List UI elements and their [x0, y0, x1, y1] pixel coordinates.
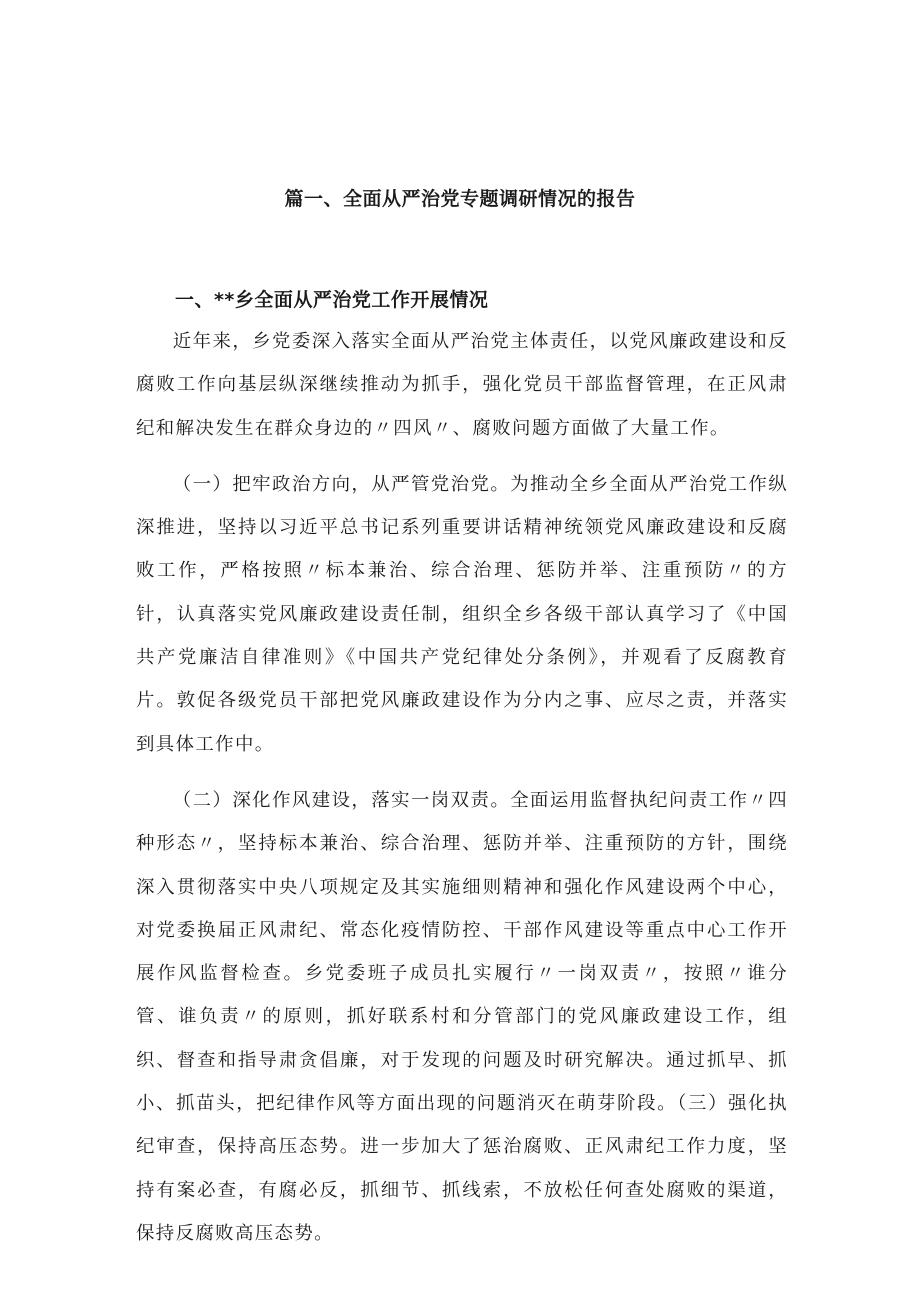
- paragraph-political-direction: （一）把牢政治方向，从严管党治党。为推动全乡全面从严治党工作纵深推进，坚持以习近平总书记系列重要讲话精神统领党风廉政建设和反腐败工作，严格按照〃标本兼治、综合治理、惩防并举、注重预防〃的方针，认真落实党风廉政建设责任制，组织全乡各级干部认真学习了《中国共产党廉洁自律准则》《中国共产党纪律处分条例》，并观看了反腐教育片。敦促各级党员干部把党风廉政建设作为分内之事、应尽之责，并落实到具体工作中。: [136, 473, 788, 755]
- document-body: [136, 320, 788, 1255]
- paragraph-intro: 近年来，乡党委深入落实全面从严治党主体责任，以党风廉政建设和反腐败工作向基层纵深继续推动为抓手，强化党员干部监督管理，在正风肃纪和解决发生在群众身边的〃四风〃、腐败问题方面做了大量工作。: [136, 331, 788, 439]
- section-heading: 一、**乡全面从严治党工作开展情况: [175, 289, 489, 311]
- paragraph-work-style: （二）深化作风建设，落实一岗双责。全面运用监督执纪问责工作〃四种形态〃，坚持标本兼治、综合治理、惩防并举、注重预防的方针，围绕深入贯彻落实中央八项规定及其实施细则精神和强化作风建设两个中心，对党委换届正风肃纪、常态化疫情防控、干部作风建设等重点中心工作开展作风监督检查。乡党委班子成员扎实履行〃一岗双责〃，按照〃谁分管、谁负责〃的原则，抓好联系村和分管部门的党风廉政建设工作，组织、督查和指导肃贪倡廉，对于发现的问题及时研究解决。通过抓早、抓小、抓苗头，把纪律作风等方面出现的问题消灭在萌芽阶段。（三）强化执纪审查，保持高压态势。进一步加大了惩治腐败、正风肃纪工作力度，坚持有案必查，有腐必反，抓细节、抓线索，不放松任何查处腐败的渠道，保持反腐败高压态势。: [136, 789, 788, 1244]
- document-title: 篇一、全面从严治党专题调研情况的报告: [284, 188, 636, 210]
